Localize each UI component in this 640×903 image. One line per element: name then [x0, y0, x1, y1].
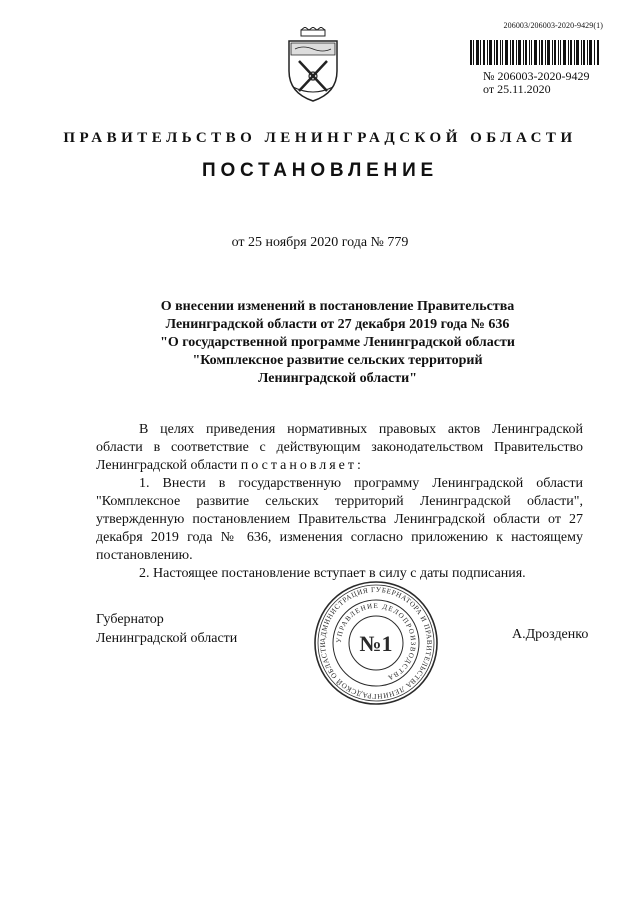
decree-title — [95, 298, 580, 388]
decree-date-number: от 25 ноября 2020 года № 779 — [231, 235, 409, 250]
item-1-paragraph: 1. Внести в государственную программу Ленинградской области "Комплексное развитие сельских территорий Ленинградской области", утвержденную постановлением Правительства Ленинградской области от 27 декабря 2019 года № 636, изменения согласно приложению к настоящему постановлению. — [96, 476, 583, 563]
barcode — [470, 40, 600, 65]
coat-of-arms-emblem — [283, 27, 343, 103]
signatory-title-line-1: Губернатор — [96, 612, 164, 627]
title-line: Ленинградской области" — [257, 371, 418, 386]
registration-number: № 206003-2020-9429 — [483, 69, 590, 83]
seal-inner-text: УПРАВЛЕНИЕ ДЕЛОПРОИЗВОДСТВА — [334, 601, 418, 683]
registration-date: от 25.11.2020 — [483, 82, 551, 96]
title-line: О внесении изменений в постановление Правительства — [160, 299, 515, 314]
government-heading: ПРАВИТЕЛЬСТВО ЛЕНИНГРАДСКОЙ ОБЛАСТИ — [63, 130, 577, 146]
signatory-title — [96, 610, 237, 648]
official-seal-stamp — [313, 580, 439, 706]
document-reference-number: 206003/206003-2020-9429(1) — [503, 21, 603, 30]
title-line: "Комплексное развитие сельских территорий — [192, 353, 483, 368]
title-line: Ленинградской области от 27 декабря 2019 года № 636 — [165, 317, 510, 332]
signatory-name: А.Дрозденко — [512, 627, 589, 642]
resolves-word: постановляет: — [240, 458, 364, 473]
signatory-title-line-2: Ленинградской области — [96, 631, 238, 646]
seal-center-number: №1 — [359, 631, 393, 656]
preamble-paragraph — [96, 421, 583, 475]
preamble-text: В целях приведения нормативных правовых актов Ленинградской области в соответствие с действующим законодательством Правительство Ленинградской области — [96, 422, 583, 473]
seal-outer-text: АДМИНИСТРАЦИЯ ГУБЕРНАТОРА И ПРАВИТЕЛЬСТВА ЛЕНИНГРАДСКОЙ ОБЛАСТИ — [318, 585, 434, 701]
title-line: "О государственной программе Ленинградской области — [160, 335, 515, 350]
document-type-heading: ПОСТАНОВЛЕНИЕ — [201, 160, 439, 181]
item-2-paragraph: 2. Настоящее постановление вступает в силу с даты подписания. — [139, 566, 526, 581]
decree-body — [96, 421, 583, 583]
registration-block — [483, 70, 589, 96]
